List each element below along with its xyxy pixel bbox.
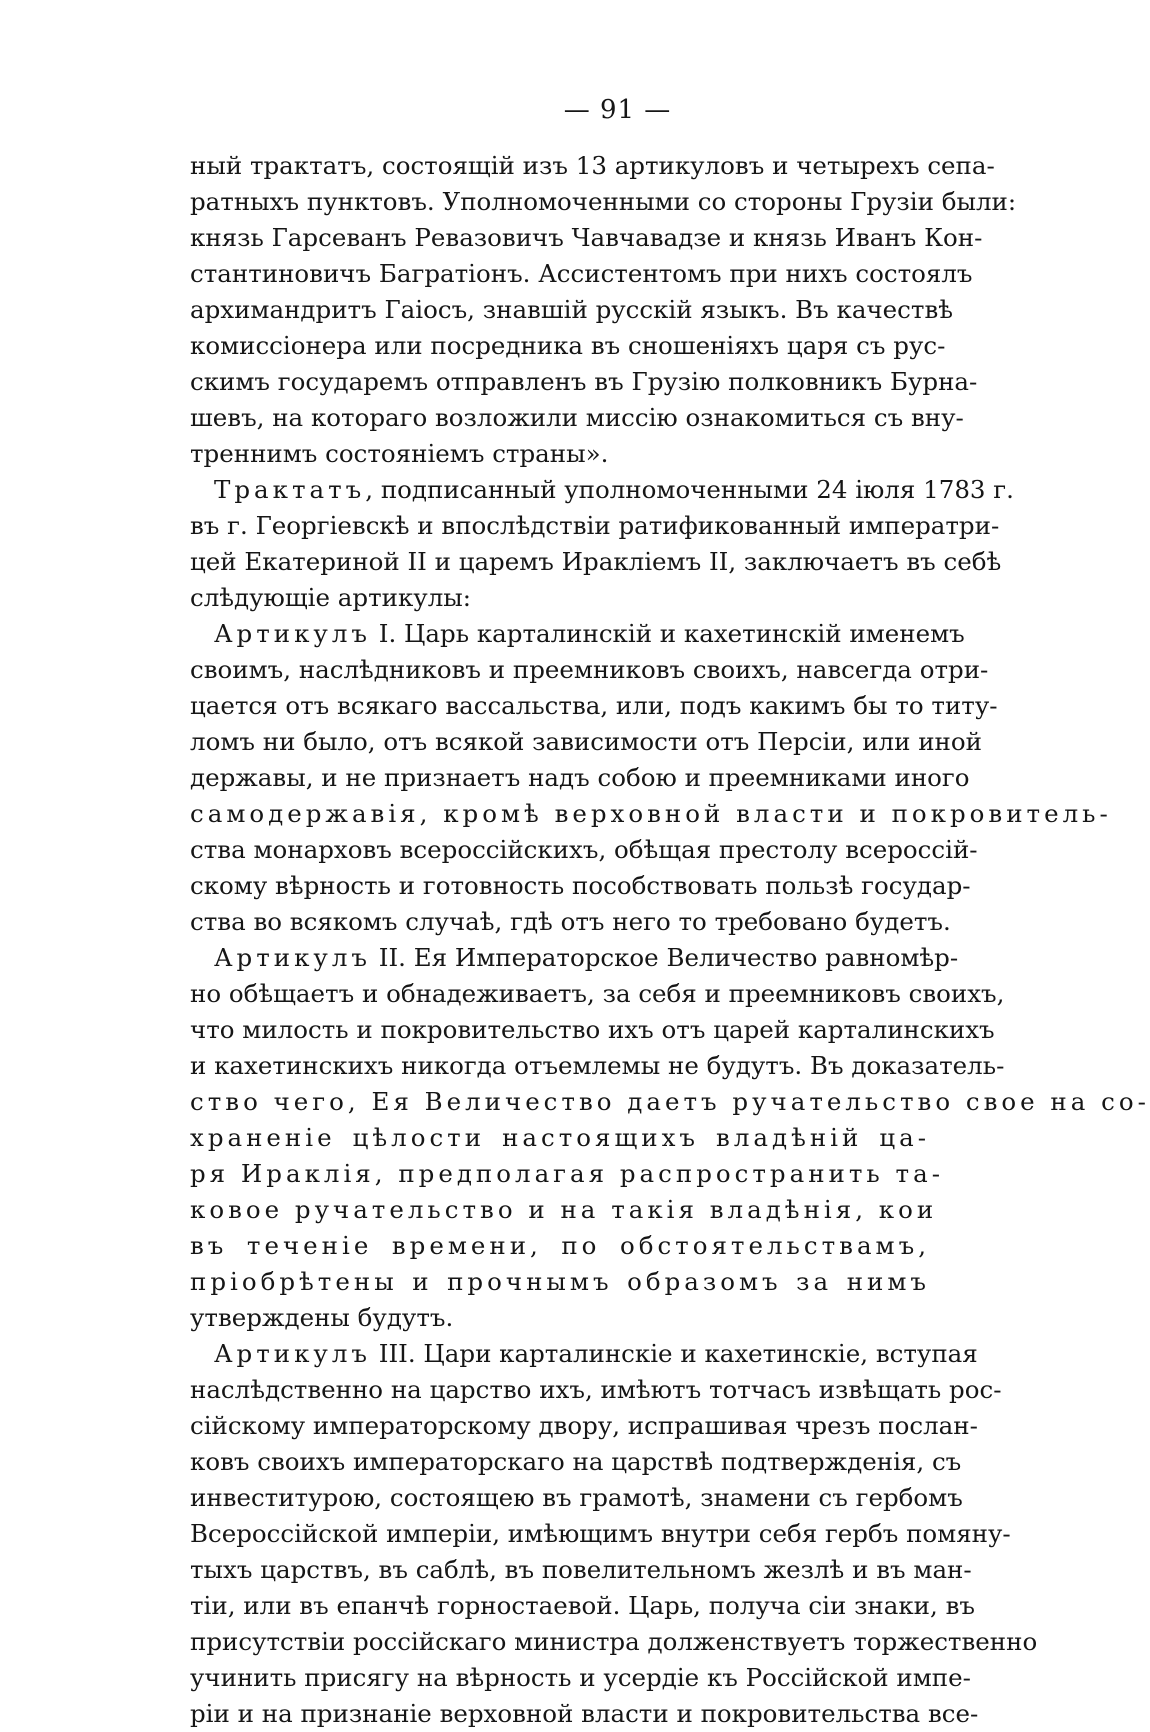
- text-line: [190, 940, 959, 976]
- line-text: но обѣщаетъ и обнадеживаетъ, за себя и преемниковъ своихъ,: [190, 979, 1005, 1008]
- line-text: учинить присягу на вѣрность и усердіе къ Россійской импе-: [190, 1663, 971, 1692]
- line-text: треннимъ состояніемъ страны».: [190, 439, 609, 468]
- text-line: [190, 1336, 978, 1372]
- line-text: шевъ, на котораго возложили миссію ознакомиться съ вну-: [190, 403, 964, 432]
- line-text: ря Ираклія, предполагая распространить та-: [190, 1159, 944, 1188]
- text-line: [190, 616, 965, 652]
- line-text: II. Ея Императорское Величество равномѣр-: [371, 943, 959, 972]
- line-text: ства монарховъ всероссійскихъ, обѣщая престолу всероссій-: [190, 835, 978, 864]
- text-line: [190, 1516, 1011, 1552]
- text-line: [190, 1480, 963, 1516]
- body-text: [190, 148, 1150, 1732]
- line-text: цается отъ всякаго вассальства, или, подъ какимъ бы то титу-: [190, 691, 998, 720]
- text-line: [190, 1264, 930, 1300]
- line-text: комиссіонера или посредника въ сношеніяхъ царя съ рус-: [190, 331, 946, 360]
- text-line: [190, 1696, 979, 1732]
- text-line: [190, 1588, 975, 1624]
- text-line: [190, 1552, 972, 1588]
- text-line: [190, 1156, 944, 1192]
- text-line: [190, 1624, 1038, 1660]
- line-text: ства во всякомъ случаѣ, гдѣ отъ него то требовано будетъ.: [190, 907, 951, 936]
- text-line: [190, 688, 998, 724]
- line-text: утверждены будутъ.: [190, 1303, 454, 1332]
- spaced-lead-word: Артикулъ: [214, 619, 372, 648]
- text-line: [190, 256, 973, 292]
- line-text: и кахетинскихъ никогда отъемлемы не будутъ. Въ доказатель-: [190, 1051, 1005, 1080]
- text-line: [190, 472, 1014, 508]
- text-line: [190, 184, 1017, 220]
- text-line: [190, 1408, 978, 1444]
- line-text: Всероссійской имперіи, имѣющимъ внутри себя гербъ помяну-: [190, 1519, 1011, 1548]
- text-line: [190, 652, 989, 688]
- spaced-lead-word: Артикулъ: [214, 943, 372, 972]
- line-text: князь Гарсеванъ Ревазовичъ Чавчавадзе и князь Иванъ Кон-: [190, 223, 983, 252]
- text-line: [190, 328, 946, 364]
- text-line: [190, 364, 978, 400]
- spaced-lead-word: Трактатъ: [214, 475, 366, 504]
- line-text: ріи и на признаніе верховной власти и покровительства все-: [190, 1699, 979, 1728]
- line-text: храненіе цѣлости настоящихъ владѣній ца-: [190, 1123, 930, 1152]
- line-text: пріобрѣтены и прочнымъ образомъ за нимъ: [190, 1267, 930, 1296]
- text-line: [190, 1444, 962, 1480]
- line-text: ство чего, Ея Величество даетъ ручательство свое на со-: [190, 1087, 1150, 1116]
- line-text: своимъ, наслѣдниковъ и преемниковъ своихъ, навсегда отри-: [190, 655, 989, 684]
- line-text: тіи, или въ епанчѣ горностаевой. Царь, получа сіи знаки, въ: [190, 1591, 975, 1620]
- text-line: [190, 976, 1005, 1012]
- text-line: [190, 832, 978, 868]
- line-text: наслѣдственно на царство ихъ, имѣютъ тотчасъ извѣщать рос-: [190, 1375, 1002, 1404]
- text-line: [190, 544, 1002, 580]
- text-line: [190, 868, 971, 904]
- line-text: въ теченіе времени, по обстоятельствамъ,: [190, 1231, 930, 1260]
- line-text: слѣдующіе артикулы:: [190, 583, 472, 612]
- text-line: [190, 1300, 930, 1336]
- line-text: цей Екатериной II и царемъ Иракліемъ II, заключаетъ въ себѣ: [190, 547, 1002, 576]
- text-line: [190, 1048, 1005, 1084]
- line-text: стантиновичъ Багратіонъ. Ассистентомъ при нихъ состоялъ: [190, 259, 973, 288]
- line-text: присутствіи россійскаго министра долженствуетъ торжественно: [190, 1627, 1038, 1656]
- text-line: [190, 580, 930, 616]
- line-text: тыхъ царствъ, въ саблѣ, въ повелительномъ жезлѣ и въ ман-: [190, 1555, 972, 1584]
- text-line: [190, 1120, 930, 1156]
- text-line: [190, 1084, 1150, 1120]
- text-line: [190, 904, 951, 940]
- line-text: инвеститурою, состоящею въ грамотѣ, знамени съ гербомъ: [190, 1483, 963, 1512]
- line-text: ковое ручательство и на такія владѣнія, кои: [190, 1195, 938, 1224]
- line-text: скому вѣрность и готовность пособствовать пользѣ государ-: [190, 871, 971, 900]
- text-line: [190, 508, 1000, 544]
- line-text: сійскому императорскому двору, испрашивая чрезъ послан-: [190, 1411, 978, 1440]
- line-text: самодержавія, кромѣ верховной власти и покровитель-: [190, 799, 1112, 828]
- text-line: [190, 1372, 1002, 1408]
- line-text: ломъ ни было, отъ всякой зависимости отъ Персіи, или иной: [190, 727, 982, 756]
- text-line: [190, 292, 954, 328]
- text-line: [190, 1192, 938, 1228]
- text-line: [190, 220, 983, 256]
- line-text: скимъ государемъ отправленъ въ Грузію полковникъ Бурна-: [190, 367, 978, 396]
- line-text: I. Царь карталинскій и кахетинскій именемъ: [371, 619, 965, 648]
- line-text: ный трактатъ, состоящій изъ 13 артикуловъ и четырехъ сепа-: [190, 151, 995, 180]
- line-text: III. Цари карталинскіе и кахетинскіе, вступая: [371, 1339, 978, 1368]
- text-line: [190, 436, 930, 472]
- text-line: [190, 148, 995, 184]
- line-text: державы, и не признаетъ надъ собою и преемниками иного: [190, 763, 970, 792]
- text-line: [190, 724, 982, 760]
- text-line: [190, 796, 1112, 832]
- text-line: [190, 1660, 971, 1696]
- line-text: въ г. Георгіевскѣ и впослѣдствіи ратификованный императри-: [190, 511, 1000, 540]
- line-text: что милость и покровительство ихъ отъ царей карталинскихъ: [190, 1015, 995, 1044]
- line-text: архимандритъ Гаіосъ, знавшій русскій языкъ. Въ качествѣ: [190, 295, 954, 324]
- text-line: [190, 760, 970, 796]
- spaced-lead-word: Артикулъ: [214, 1339, 372, 1368]
- text-line: [190, 1012, 995, 1048]
- text-line: [190, 400, 964, 436]
- text-line: [190, 1228, 930, 1264]
- line-text: , подписанный уполномоченными 24 іюля 1783 г.: [365, 475, 1014, 504]
- line-text: ратныхъ пунктовъ. Уполномоченными со стороны Грузіи были:: [190, 187, 1017, 216]
- page-number: — 91 —: [563, 95, 672, 125]
- line-text: ковъ своихъ императорскаго на царствѣ подтвержденія, съ: [190, 1447, 962, 1476]
